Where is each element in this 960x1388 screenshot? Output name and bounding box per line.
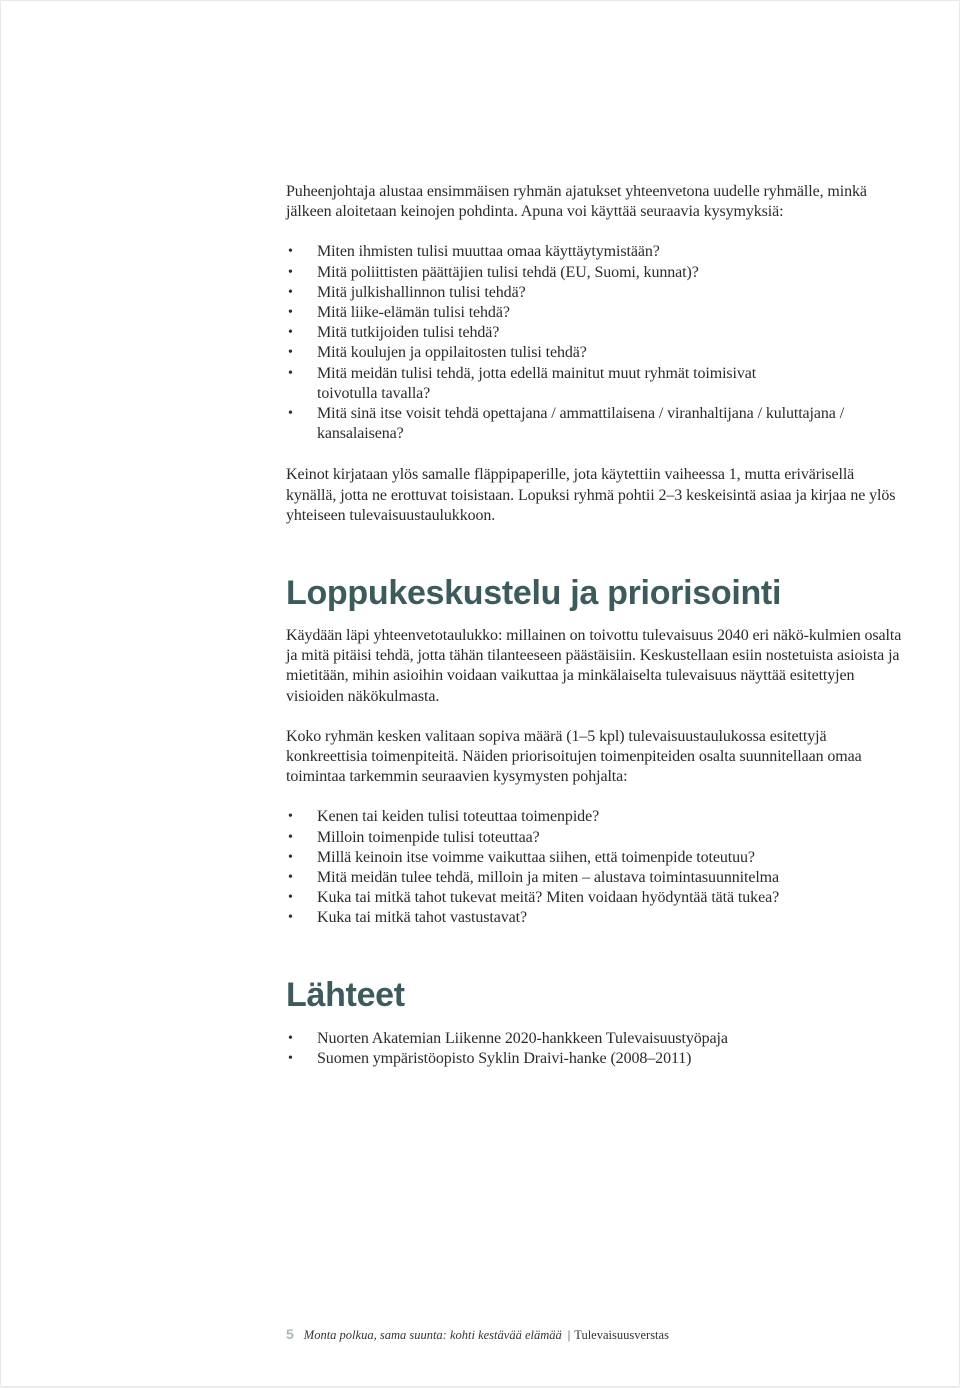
list-item [286,323,902,343]
list-item-text: Kenen tai keiden tulisi toteuttaa toimenpide? [317,808,600,826]
page-content [286,182,902,1069]
list-item [286,404,877,444]
final-question-list [286,807,902,928]
list-item-text: Mitä julkishallinnon tulisi tehdä? [317,283,526,301]
bullet-icon: • [288,1030,293,1046]
bullet-icon: • [288,809,293,825]
list-item-text: Mitä meidän tulee tehdä, milloin ja miten – alustava toimintasuunnitelma [317,869,780,887]
list-item [286,343,902,363]
bullet-icon: • [288,284,293,300]
bullet-icon: • [288,325,293,341]
document-page [1,1,959,1386]
list-item [286,868,902,888]
page-number: 5 [286,1326,294,1342]
page-footer [286,1326,669,1343]
list-item-text: Mitä liike-elämän tulisi tehdä? [317,304,510,322]
bullet-icon: • [288,890,293,906]
source-item-text: Suomen ympäristöopisto Syklin Draivi-hanke (2008–2011) [317,1049,692,1067]
list-item-text: Mitä sinä itse voisit tehdä opettajana / ammattilaisena / viranhaltijana / kuluttajana / kansalaisena? [317,405,845,443]
list-item [286,828,902,848]
list-item [286,1049,902,1069]
final-paragraph-2: Koko ryhmän kesken valitaan sopiva määrä (1–5 kpl) tulevaisuustaulukossa esitettyjä konkreettisia toimenpiteitä. Näiden priorisoitujen toimenpiteiden osalta suunnitellaan omaa toimintaa tarkemmin seuraavien kysymysten pohjalta: [286,727,862,786]
list-item-text: Kuka tai mitkä tahot tukevat meitä? Miten voidaan hyödyntää tätä tukea? [317,889,780,907]
list-item-text: Mitä poliittisten päättäjien tulisi tehdä (EU, Suomi, kunnat)? [317,263,699,281]
sources-list [286,1029,902,1069]
list-item-text: Kuka tai mitkä tahot vastustavat? [317,909,527,927]
list-item [286,263,902,283]
list-item [286,242,902,262]
list-item-text: Mitä koulujen ja oppilaitosten tulisi tehdä? [317,344,587,362]
list-item-text: Milloin toimenpide tulisi toteuttaa? [317,828,540,846]
footer-separator: | [567,1328,571,1342]
bullet-icon: • [288,305,293,321]
list-item [286,807,902,827]
bullet-icon: • [288,829,293,845]
bullet-icon: • [288,365,293,381]
intro-question-list [286,242,902,444]
list-item [286,848,902,868]
list-item [286,283,902,303]
list-item-text: Mitä tutkijoiden tulisi tehdä? [317,324,500,342]
list-item [286,303,902,323]
list-item [286,908,902,928]
bullet-icon: • [288,849,293,865]
section-heading-sources: Lähteet [286,975,405,1014]
bullet-icon: • [288,406,293,422]
list-item [286,364,787,404]
bullet-icon: • [288,910,293,926]
closing-paragraph: Keinot kirjataan ylös samalle fläppipaperille, jota käytettiin vaiheessa 1, mutta erivärisellä kynällä, jotta ne erottuvat toisistaan. Lopuksi ryhmä pohtii 2–3 keskeisintä asiaa ja kirjaa ne ylös yhteiseen tulevaisuustaulukkoon. [286,466,896,524]
list-item [286,888,902,908]
bullet-icon: • [288,870,293,886]
list-item-text: Miten ihmisten tulisi muuttaa omaa käyttäytymistään? [317,243,660,261]
source-item-text: Nuorten Akatemian Liikenne 2020-hankkeen Tulevaisuustyöpaja [317,1029,728,1047]
publication-title: Monta polkua, sama suunta: kohti kestävää elämää [303,1328,562,1342]
bullet-icon: • [288,244,293,260]
list-item-text: Mitä meidän tulisi tehdä, jotta edellä mainitut muut ryhmät toimisivat toivotulla tavalla? [317,364,757,402]
bullet-icon: • [288,264,293,280]
publisher-name: Tulevaisuusverstas [574,1328,669,1342]
bullet-icon: • [288,345,293,361]
section-heading-final-discussion: Loppukeskustelu ja priorisointi [286,574,782,613]
final-paragraph-1: Käydään läpi yhteenvetotaulukko: millainen on toivottu tulevaisuus 2040 eri näkö-kulmien osalta ja mitä pitäisi tehdä, jotta tähän tilanteeseen päästäisiin. Keskustellaan esiin nostetuista asioista ja mietitään, mihin asioihin voidaan vaikuttaa ja minkälaiselta tulevaisuus näyttää esitettyjen visioiden näkökulmasta. [286,627,902,705]
intro-paragraph: Puheenjohtaja alustaa ensimmäisen ryhmän ajatukset yhteenvetona uudelle ryhmälle, minkä jälkeen aloitetaan keinojen pohdinta. Apuna voi käyttää seuraavia kysymyksiä: [286,183,867,221]
list-item [286,1029,902,1049]
bullet-icon: • [288,1050,293,1066]
list-item-text: Millä keinoin itse voimme vaikuttaa siihen, että toimenpide toteutuu? [317,848,755,866]
